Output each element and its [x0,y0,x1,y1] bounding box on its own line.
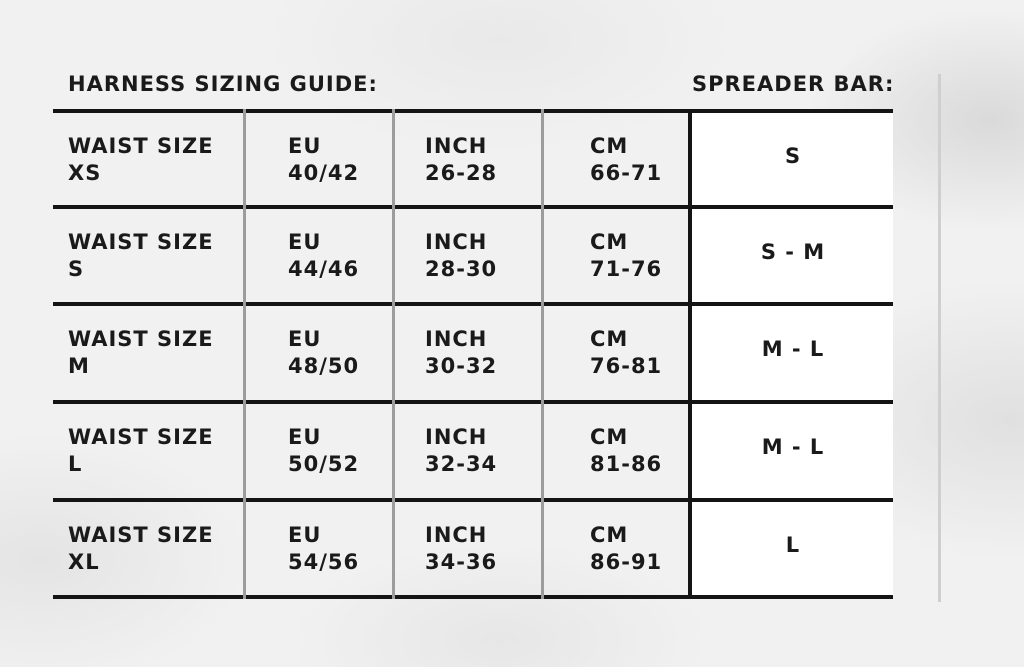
table-row-xs [53,113,893,207]
spreader-bar-value: M - L [761,336,825,361]
waist-size-value: M [68,354,90,378]
inch-value: 30-32 [425,354,498,378]
inch-value: 34-36 [425,550,498,574]
spreader-bar-cell [693,404,893,498]
table-row-m [53,306,893,400]
eu-value: 50/52 [288,452,360,476]
cm-cell [590,306,690,400]
cm-label: CM [590,230,629,254]
waist-size-label: WAIST SIZE [68,134,214,158]
inch-value: 26-28 [425,161,498,185]
inch-value: 32-34 [425,452,498,476]
eu-value: 48/50 [288,354,360,378]
table-row-xl [53,502,893,596]
waist-size-cell [68,306,243,400]
waist-size-cell [68,113,243,207]
waist-size-label: WAIST SIZE [68,523,214,547]
waist-size-value: S [68,257,85,281]
spreader-bar-cell [693,306,893,400]
cm-value: 81-86 [590,452,663,476]
eu-label: EU [288,523,322,547]
eu-value: 44/46 [288,257,360,281]
cm-cell [590,209,690,303]
cm-label: CM [590,327,629,351]
spreader-bar-value: S [784,143,802,168]
inch-cell [425,113,535,207]
waist-size-cell [68,404,243,498]
eu-cell [288,502,388,596]
inch-cell [425,306,535,400]
waist-size-value: XL [68,550,100,574]
eu-cell [288,306,388,400]
spreader-bar-value: S - M [760,239,826,264]
waist-size-value: XS [68,161,102,185]
eu-cell [288,209,388,303]
cm-value: 71-76 [590,257,663,281]
eu-value: 54/56 [288,550,360,574]
spreader-bar-cell [693,113,893,207]
eu-label: EU [288,425,322,449]
inch-label: INCH [425,230,488,254]
cm-label: CM [590,425,629,449]
sizing-table [53,109,893,599]
spreader-bar-title: SPREADER BAR: [692,72,895,96]
eu-label: EU [288,230,322,254]
cm-label: CM [590,523,629,547]
inch-label: INCH [425,523,488,547]
inch-cell [425,404,535,498]
inch-value: 28-30 [425,257,498,281]
inch-cell [425,209,535,303]
inch-cell [425,502,535,596]
eu-label: EU [288,134,322,158]
inch-label: INCH [425,327,488,351]
cm-cell [590,404,690,498]
spreader-bar-cell [693,502,893,596]
cm-cell [590,113,690,207]
waist-size-label: WAIST SIZE [68,425,214,449]
cm-value: 86-91 [590,550,663,574]
cm-label: CM [590,134,629,158]
table-row-l [53,404,893,498]
cm-value: 66-71 [590,161,663,185]
waist-size-label: WAIST SIZE [68,327,214,351]
inch-label: INCH [425,134,488,158]
inch-label: INCH [425,425,488,449]
waist-size-value: L [68,452,83,476]
spreader-bar-value: L [785,532,801,557]
eu-cell [288,113,388,207]
cm-cell [590,502,690,596]
table-row-s [53,209,893,303]
eu-label: EU [288,327,322,351]
waist-size-cell [68,209,243,303]
eu-cell [288,404,388,498]
right-divider [938,74,941,602]
cm-value: 76-81 [590,354,663,378]
eu-value: 40/42 [288,161,360,185]
harness-sizing-guide-title: HARNESS SIZING GUIDE: [68,72,378,96]
spreader-bar-value: M - L [761,434,825,459]
waist-size-cell [68,502,243,596]
spreader-bar-cell [693,209,893,303]
waist-size-label: WAIST SIZE [68,230,214,254]
